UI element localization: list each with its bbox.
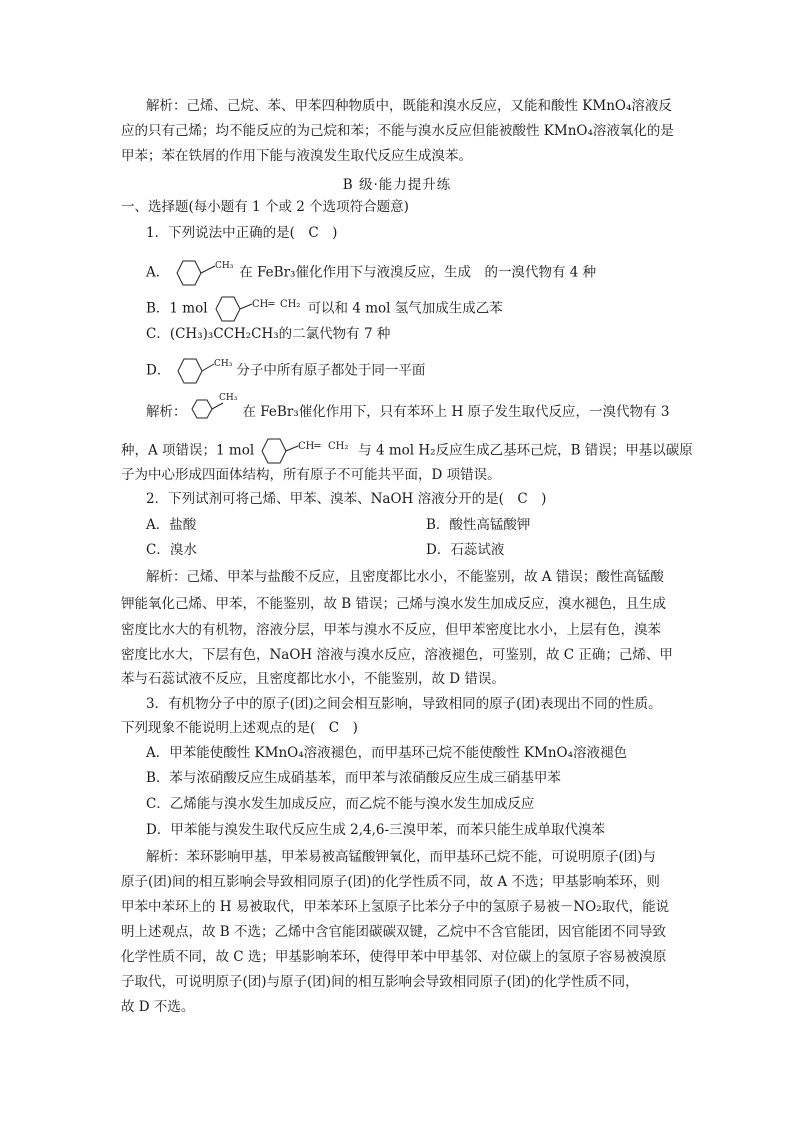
q1-expl-2	[121, 436, 693, 466]
q3-expl-4: 明上述观点，故 B 不选；乙烯中含官能团碳碳双键，乙烷中不含官能团，因官能团不同导致	[121, 924, 667, 940]
q1-expl-3: 子为中心形成四面体结构，所有原子不可能共平面，D 项错误。	[121, 467, 501, 483]
q3-expl-7: 故 D 不选。	[121, 999, 195, 1015]
q2-stem: 2．下列试剂可将己烯、甲苯、溴苯、NaOH 溶液分开的是( C )	[146, 491, 547, 507]
q1-b-text: 可以和 4 mol 氢气加成生成乙苯	[307, 300, 503, 317]
q3-stem-2: 下列现象不能说明上述观点的是( C )	[121, 720, 358, 736]
q1-option-b	[146, 294, 503, 324]
section-heading: 一、选择题(每小题有 1 个或 2 个选项符合题意)	[121, 199, 409, 215]
q1-option-c: C．(CH₃)₃CCH₂CH₃的二氯代物有 7 种	[146, 326, 391, 342]
q3-option-b: B．苯与浓硝酸反应生成硝基苯，而甲苯与浓硝酸反应生成三硝基甲苯	[146, 770, 561, 786]
intro-line-2: 应的只有己烯；均不能反应的为己烷和苯；不能与溴水反应但能被酸性 KMnO₄溶液氧化的是	[121, 123, 674, 139]
svg-text:CH═: CH═	[298, 441, 321, 452]
q1-option-a	[146, 258, 596, 288]
q1-b-prefix: B．1 mol	[146, 300, 208, 317]
q1-a-text: 在 FeBr₃催化作用下与液溴反应，生成 的一溴代物有 4 种	[239, 264, 597, 281]
toluene-structure	[169, 258, 239, 288]
q2-option-a: A．盐酸	[146, 517, 197, 533]
q3-expl-3: 甲苯中苯环上的 H 易被取代，甲苯苯环上氢原子比苯分子中的氢原子易被－NO₂取代，能说	[121, 899, 670, 915]
q3-stem-1: 3．有机物分子中的原子(团)之间会相互影响，导致相同的原子(团)表现出不同的性质。	[146, 696, 662, 712]
ch2-label-expl: CH₂	[328, 441, 349, 452]
intro-line-1: 解析：己烯、己烷、苯、甲苯四种物质中，既能和溴水反应，又能和酸性 KMnO₄溶液反	[146, 98, 672, 114]
q2-option-d: D．石蕊试液	[426, 542, 505, 558]
q1-d-prefix: D．	[146, 362, 171, 379]
q2-expl-4: 密度比水大，下层有色，NaOH 溶液与溴水反应，溶液褪色，可鉴别，故 C 正确；己烯、甲	[121, 647, 673, 663]
ch3-label-d: CH₃	[214, 359, 233, 369]
q1-option-d	[146, 356, 425, 386]
q2-expl-1: 解析：己烯、甲苯与盐酸不反应，且密度都比水小，不能鉴别，故 A 错误；酸性高锰酸	[146, 569, 664, 585]
q1-d-text: 分子中所有原子都处于同一平面	[236, 362, 426, 379]
section-title: B 级·能力提升练	[342, 177, 452, 193]
toluene-structure-d	[170, 356, 236, 386]
q3-option-c: C．乙烯能与溴水发生加成反应，而乙烷不能与溴水发生加成反应	[146, 796, 535, 812]
q1-expl-2a: 种，A 项错误；1 mol	[121, 442, 255, 459]
q1-stem: 1．下列说法中正确的是( C )	[146, 225, 338, 241]
styrene-structure	[208, 294, 308, 324]
q1-expl-prefix: 解析：	[146, 404, 187, 420]
q3-expl-5: 化学性质不同，故 C 选；甲基影响苯环，使得甲苯中甲基邻、对位碳上的氢原子容易被溴原	[121, 949, 667, 965]
q3-expl-2: 原子(团)间的相互影响会导致相同原子(团)的化学性质不同，故 A 不选；甲基影响苯环，则	[121, 874, 660, 890]
q3-expl-6: 子取代，可说明原子(团)与原子(团)间的相互影响会导致相同原子(团)的化学性质不同，	[121, 974, 639, 990]
styrene-structure-expl	[254, 436, 358, 466]
q2-expl-3: 密度比水大的有机物，溶液分层，甲苯与溴水不反应，但甲苯密度比水小，上层有色，溴苯	[121, 622, 661, 638]
q3-option-a: A．甲苯能使酸性 KMnO₄溶液褪色，而甲基环己烷不能使酸性 KMnO₄溶液褪色	[146, 745, 627, 761]
intro-line-3: 甲苯；苯在铁屑的作用下能与液溴发生取代反应生成溴苯。	[121, 148, 472, 164]
ch3-label-expl: CH₃	[218, 392, 237, 403]
svg-text:CH═: CH═	[251, 299, 274, 310]
q1-expl-2b: 与 4 mol H₂反应生成乙基环己烷，B 错误；甲基以碳原	[358, 442, 693, 459]
q3-option-d: D．甲苯能与溴发生取代反应生成 2,4,6-三溴甲苯，而苯只能生成单取代溴苯	[146, 822, 606, 838]
q1-expl-1	[146, 392, 670, 422]
q2-expl-5: 苯与石蕊试液不反应，且密度都比水小，不能鉴别，故 D 错误。	[121, 671, 505, 687]
q2-option-c: C．溴水	[146, 542, 197, 558]
q2-option-b: B．酸性高锰酸钾	[426, 517, 531, 533]
ch3-label: CH₃	[215, 261, 234, 271]
ch2-label: CH₂	[279, 299, 300, 310]
toluene-structure-expl	[187, 392, 243, 422]
q1-a-prefix: A．	[146, 264, 170, 281]
q1-expl-1-text: 在 FeBr₃催化作用下，只有苯环上 H 原子发生取代反应，一溴代物有 3	[242, 404, 670, 420]
q3-expl-1: 解析：苯环影响甲基，甲苯易被高锰酸钾氧化，而甲基环己烷不能，可说明原子(团)与	[146, 849, 657, 865]
q2-expl-2: 钾能氧化己烯、甲苯，不能鉴别，故 B 错误；己烯与溴水发生加成反应，溴水褪色，且生成	[121, 596, 667, 612]
